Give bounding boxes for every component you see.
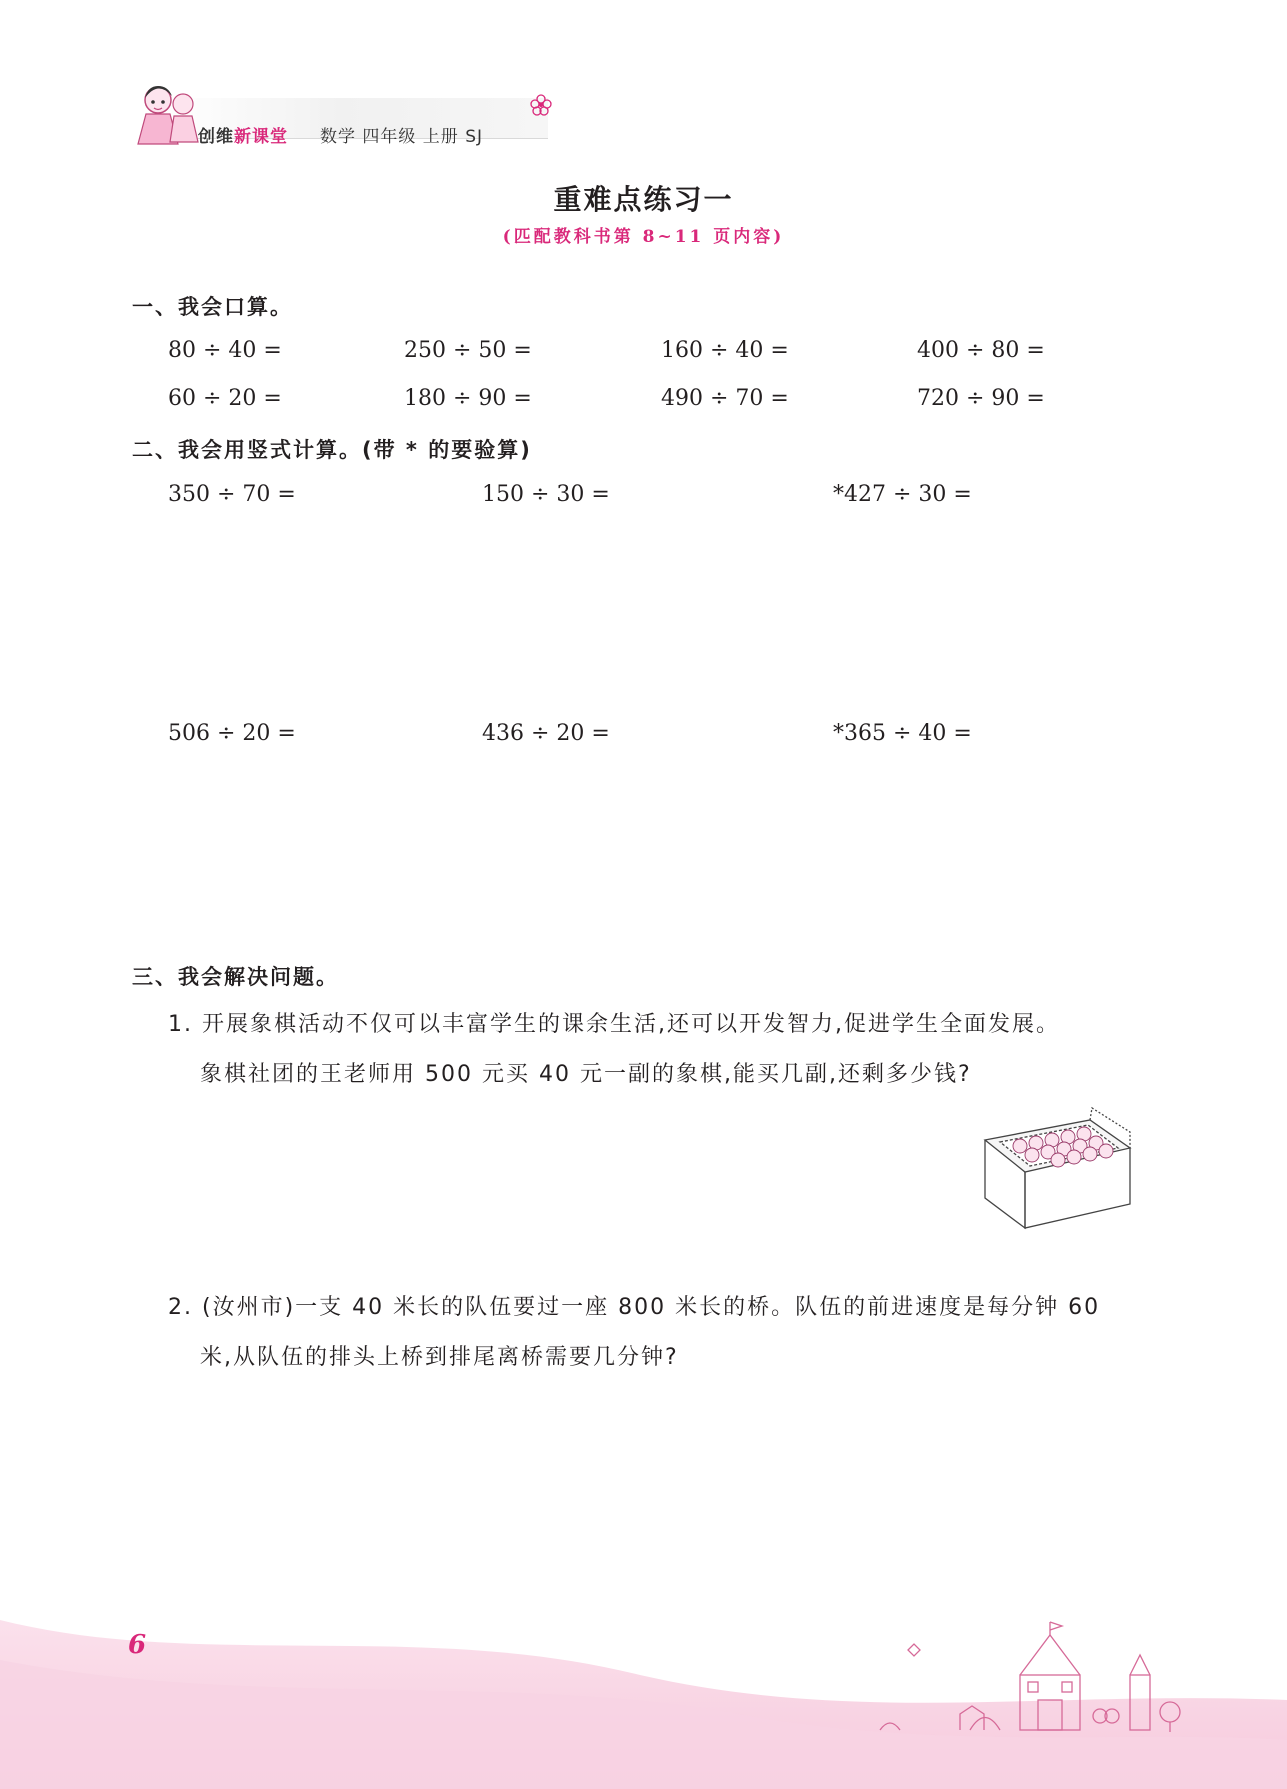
mascot-icon <box>128 78 208 150</box>
problem-2-line1: 2. (汝州市)一支 40 米长的队伍要过一座 800 米长的桥。队伍的前进速度是每分钟 60 <box>168 1295 1101 1320</box>
mental-calc-item: 160 ÷ 40 = <box>661 338 789 363</box>
mental-calc-item: 80 ÷ 40 = <box>168 338 282 363</box>
mental-calc-item: 60 ÷ 20 = <box>168 386 282 411</box>
section2-heading: 二、我会用竖式计算。(带 * 的要验算) <box>132 438 532 462</box>
section1-heading: 一、我会口算。 <box>132 295 293 319</box>
vertical-calc-item: 506 ÷ 20 = <box>168 721 296 746</box>
brand-name: 创维新课堂 <box>198 127 288 147</box>
vertical-calc-item: *427 ÷ 30 = <box>833 482 972 507</box>
page-header <box>128 78 548 150</box>
mental-calc-item: 250 ÷ 50 = <box>404 338 532 363</box>
mental-calc-item: 180 ÷ 90 = <box>404 386 532 411</box>
page-subtitle: (匹配教科书第 8~11 页内容) <box>502 227 785 247</box>
page-number: 6 <box>128 1630 147 1660</box>
problem-1-line2: 象棋社团的王老师用 500 元买 40 元一副的象棋,能买几副,还剩多少钱? <box>200 1062 972 1087</box>
vertical-calc-item: *365 ÷ 40 = <box>833 721 972 746</box>
castle-illustration <box>860 1620 1200 1740</box>
chess-box-illustration <box>980 1100 1135 1235</box>
vertical-calc-item: 150 ÷ 30 = <box>482 482 610 507</box>
page-title: 重难点练习一 <box>553 183 734 216</box>
vertical-calc-item: 350 ÷ 70 = <box>168 482 296 507</box>
mental-calc-item: 400 ÷ 80 = <box>917 338 1045 363</box>
book-info: 数学 四年级 上册 SJ <box>320 127 484 147</box>
section3-heading: 三、我会解决问题。 <box>132 965 339 989</box>
problem-1-line1: 1. 开展象棋活动不仅可以丰富学生的课余生活,还可以开发智力,促进学生全面发展。 <box>168 1012 1060 1037</box>
mental-calc-item: 720 ÷ 90 = <box>917 386 1045 411</box>
problem-2-line2: 米,从队伍的排头上桥到排尾离桥需要几分钟? <box>200 1345 679 1370</box>
mental-calc-item: 490 ÷ 70 = <box>661 386 789 411</box>
vertical-calc-item: 436 ÷ 20 = <box>482 721 610 746</box>
flower-icon <box>528 92 554 118</box>
